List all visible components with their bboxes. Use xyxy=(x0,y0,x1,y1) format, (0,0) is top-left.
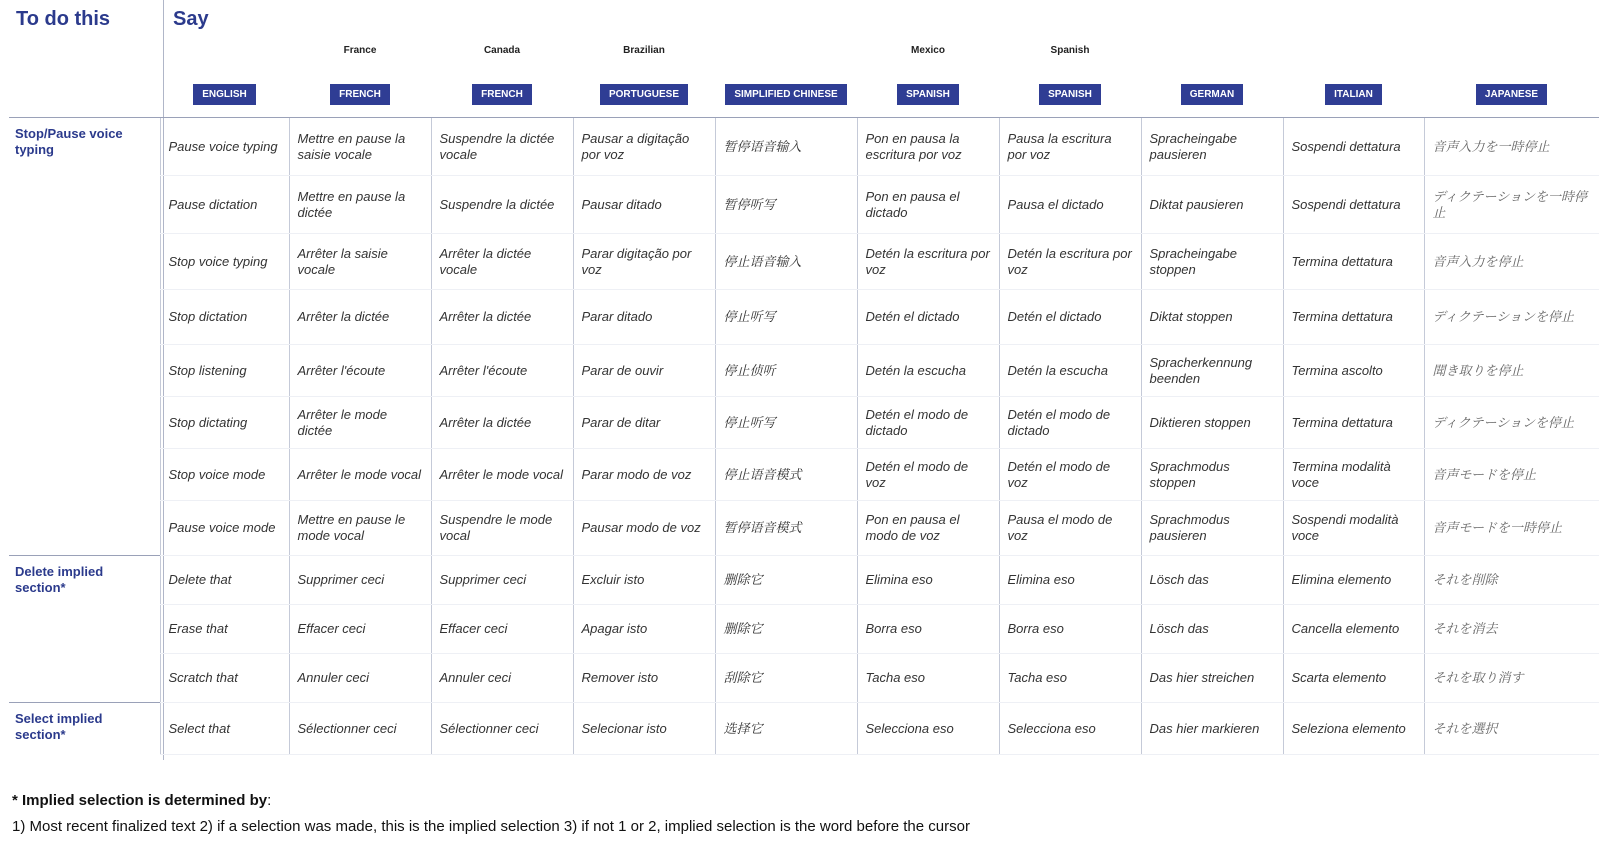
command-cell: 停止听写 xyxy=(715,397,857,449)
command-cell: Pausar modo de voz xyxy=(573,501,715,556)
footnote-text: 1) Most recent finalized text 2) if a selection was made, this is the implied selection 3) if not 1 or 2, implied selection is the word before the cursor xyxy=(12,818,970,835)
command-cell: Arrêter la dictée vocale xyxy=(431,234,573,290)
region-label xyxy=(160,45,289,58)
command-cell: それを取り消す xyxy=(1424,654,1599,703)
command-cell: Select that xyxy=(160,703,289,755)
command-cell: Effacer ceci xyxy=(289,605,431,654)
region-label xyxy=(1283,45,1424,58)
command-cell: 音声モードを一時停止 xyxy=(1424,501,1599,556)
column-header xyxy=(999,45,1141,118)
table-row xyxy=(9,605,1599,654)
language-badge: FRENCH xyxy=(330,84,390,105)
category-label: Stop/Pause voice typing xyxy=(9,118,160,556)
command-cell: Annuler ceci xyxy=(431,654,573,703)
command-cell: Excluir isto xyxy=(573,556,715,605)
command-cell: Scarta elemento xyxy=(1283,654,1424,703)
command-cell: Das hier streichen xyxy=(1141,654,1283,703)
command-cell: Parar digitação por voz xyxy=(573,234,715,290)
command-cell: Pausa el dictado xyxy=(999,176,1141,234)
command-cell: Arrêter le mode vocal xyxy=(289,449,431,501)
command-cell: Pausar ditado xyxy=(573,176,715,234)
command-cell: Effacer ceci xyxy=(431,605,573,654)
command-cell: Termina modalità voce xyxy=(1283,449,1424,501)
command-cell: Sospendi modalità voce xyxy=(1283,501,1424,556)
command-cell: Suspendre la dictée xyxy=(431,176,573,234)
command-cell: Stop dictation xyxy=(160,290,289,345)
table-row xyxy=(9,118,1599,176)
command-cell: Termina dettatura xyxy=(1283,234,1424,290)
command-cell: Detén el dictado xyxy=(857,290,999,345)
command-cell: Mettre en pause le mode vocal xyxy=(289,501,431,556)
command-cell: Pausa la escritura por voz xyxy=(999,118,1141,176)
command-cell: Detén el modo de voz xyxy=(999,449,1141,501)
command-cell: Spracheingabe pausieren xyxy=(1141,118,1283,176)
command-cell: Detén el dictado xyxy=(999,290,1141,345)
language-badge: SIMPLIFIED CHINESE xyxy=(725,84,846,105)
command-cell: Stop voice mode xyxy=(160,449,289,501)
command-cell: Elimina eso xyxy=(857,556,999,605)
command-cell: Detén el modo de dictado xyxy=(857,397,999,449)
column-header xyxy=(1283,45,1424,118)
category-label: Delete implied section* xyxy=(9,556,160,703)
command-cell: 音声モードを停止 xyxy=(1424,449,1599,501)
command-cell: Erase that xyxy=(160,605,289,654)
command-cell: Detén la escritura por voz xyxy=(857,234,999,290)
command-cell: 停止语音模式 xyxy=(715,449,857,501)
command-cell: Arrêter le mode vocal xyxy=(431,449,573,501)
command-cell: 暂停语音模式 xyxy=(715,501,857,556)
region-label: France xyxy=(343,45,377,56)
command-cell: Sospendi dettatura xyxy=(1283,176,1424,234)
command-cell: Borra eso xyxy=(999,605,1141,654)
command-cell: Tacha eso xyxy=(999,654,1141,703)
command-cell: Pausar a digitação por voz xyxy=(573,118,715,176)
command-cell: Elimina eso xyxy=(999,556,1141,605)
table-row xyxy=(9,176,1599,234)
command-cell: Stop dictating xyxy=(160,397,289,449)
table-row xyxy=(9,703,1599,755)
command-cell: Das hier markieren xyxy=(1141,703,1283,755)
command-cell: それを消去 xyxy=(1424,605,1599,654)
table-row xyxy=(9,290,1599,345)
command-cell: Supprimer ceci xyxy=(289,556,431,605)
table-row xyxy=(9,654,1599,703)
column-header xyxy=(715,45,857,118)
command-cell: Pause dictation xyxy=(160,176,289,234)
region-label: Mexico xyxy=(911,45,945,56)
table-row xyxy=(9,397,1599,449)
command-cell: Detén el modo de voz xyxy=(857,449,999,501)
category-label: Select implied section* xyxy=(9,703,160,755)
command-cell: 暂停听写 xyxy=(715,176,857,234)
column-header xyxy=(573,45,715,118)
language-badge: GERMAN xyxy=(1181,84,1243,105)
column-header xyxy=(1141,45,1283,118)
command-cell: Sospendi dettatura xyxy=(1283,118,1424,176)
command-cell: Apagar isto xyxy=(573,605,715,654)
command-cell: Pon en pausa la escritura por voz xyxy=(857,118,999,176)
region-label: Spanish xyxy=(1050,45,1090,56)
command-cell: 停止语音输入 xyxy=(715,234,857,290)
command-cell: ディクテーションを一時停止 xyxy=(1424,176,1599,234)
command-cell: Mettre en pause la dictée xyxy=(289,176,431,234)
table-row xyxy=(9,501,1599,556)
command-cell: Sprachmodus pausieren xyxy=(1141,501,1283,556)
voice-commands-table xyxy=(9,45,1599,755)
region-label xyxy=(1141,45,1283,58)
command-cell: Pon en pausa el dictado xyxy=(857,176,999,234)
command-cell: 刮除它 xyxy=(715,654,857,703)
command-cell: 聞き取りを停止 xyxy=(1424,345,1599,397)
column-header xyxy=(857,45,999,118)
region-label: Brazilian xyxy=(623,45,665,56)
command-cell: 停止侦听 xyxy=(715,345,857,397)
column-header xyxy=(431,45,573,118)
command-cell: Annuler ceci xyxy=(289,654,431,703)
command-cell: Termina dettatura xyxy=(1283,290,1424,345)
command-cell: Lösch das xyxy=(1141,556,1283,605)
region-label xyxy=(1424,45,1599,58)
command-cell: Suspendre la dictée vocale xyxy=(431,118,573,176)
command-cell: 选择它 xyxy=(715,703,857,755)
language-badge: JAPANESE xyxy=(1476,84,1547,105)
command-cell: 音声入力を一時停止 xyxy=(1424,118,1599,176)
table-body xyxy=(9,118,1599,755)
say-heading: Say xyxy=(173,8,209,30)
command-cell: Diktieren stoppen xyxy=(1141,397,1283,449)
column-header xyxy=(1424,45,1599,118)
command-cell: 停止听写 xyxy=(715,290,857,345)
command-cell: Diktat stoppen xyxy=(1141,290,1283,345)
command-cell: Elimina elemento xyxy=(1283,556,1424,605)
footnote-title: * Implied selection is determined by: xyxy=(12,792,272,809)
command-cell: Selecionar isto xyxy=(573,703,715,755)
command-cell: Detén la escucha xyxy=(857,345,999,397)
table-row xyxy=(9,345,1599,397)
command-cell: Detén la escucha xyxy=(999,345,1141,397)
command-cell: Arrêter la saisie vocale xyxy=(289,234,431,290)
command-cell: Supprimer ceci xyxy=(431,556,573,605)
command-cell: 暂停语音输入 xyxy=(715,118,857,176)
table-row xyxy=(9,556,1599,605)
command-cell: 删除它 xyxy=(715,605,857,654)
command-cell: ディクテーションを停止 xyxy=(1424,397,1599,449)
region-label xyxy=(715,45,857,58)
command-cell: Pause voice mode xyxy=(160,501,289,556)
command-cell: Selecciona eso xyxy=(999,703,1141,755)
command-cell: Detén la escritura por voz xyxy=(999,234,1141,290)
command-cell: Arrêter la dictée xyxy=(289,290,431,345)
command-cell: Pausa el modo de voz xyxy=(999,501,1141,556)
command-cell: Detén el modo de dictado xyxy=(999,397,1141,449)
command-cell: Stop voice typing xyxy=(160,234,289,290)
command-cell: Tacha eso xyxy=(857,654,999,703)
command-cell: Sélectionner ceci xyxy=(289,703,431,755)
command-cell: ディクテーションを停止 xyxy=(1424,290,1599,345)
command-cell: Cancella elemento xyxy=(1283,605,1424,654)
command-cell: Stop listening xyxy=(160,345,289,397)
command-cell: Remover isto xyxy=(573,654,715,703)
table-row xyxy=(9,234,1599,290)
command-cell: Delete that xyxy=(160,556,289,605)
command-cell: Sélectionner ceci xyxy=(431,703,573,755)
command-cell: Spracheingabe stoppen xyxy=(1141,234,1283,290)
command-cell: Sprachmodus stoppen xyxy=(1141,449,1283,501)
language-badge: SPANISH xyxy=(897,84,959,105)
command-cell: Mettre en pause la saisie vocale xyxy=(289,118,431,176)
command-cell: Arrêter l'écoute xyxy=(431,345,573,397)
command-cell: Pon en pausa el modo de voz xyxy=(857,501,999,556)
column-header xyxy=(160,45,289,118)
command-cell: Borra eso xyxy=(857,605,999,654)
command-cell: Parar de ouvir xyxy=(573,345,715,397)
command-cell: Parar modo de voz xyxy=(573,449,715,501)
to-do-this-heading: To do this xyxy=(16,8,111,30)
command-cell: Lösch das xyxy=(1141,605,1283,654)
command-cell: Seleziona elemento xyxy=(1283,703,1424,755)
header-spacer xyxy=(9,45,160,118)
command-cell: Parar ditado xyxy=(573,290,715,345)
command-cell: Arrêter l'écoute xyxy=(289,345,431,397)
command-cell: 音声入力を停止 xyxy=(1424,234,1599,290)
command-cell: Selecciona eso xyxy=(857,703,999,755)
language-badge: ENGLISH xyxy=(193,84,255,105)
language-badge: SPANISH xyxy=(1039,84,1101,105)
command-cell: Termina ascolto xyxy=(1283,345,1424,397)
column-header xyxy=(289,45,431,118)
command-cell: 删除它 xyxy=(715,556,857,605)
command-cell: Arrêter le mode dictée xyxy=(289,397,431,449)
language-badge: PORTUGUESE xyxy=(600,84,688,105)
command-cell: Pause voice typing xyxy=(160,118,289,176)
command-cell: Spracherkennung beenden xyxy=(1141,345,1283,397)
language-badge: ITALIAN xyxy=(1325,84,1382,105)
command-cell: Arrêter la dictée xyxy=(431,290,573,345)
table-row xyxy=(9,449,1599,501)
command-cell: Suspendre le mode vocal xyxy=(431,501,573,556)
command-cell: それを選択 xyxy=(1424,703,1599,755)
command-cell: Termina dettatura xyxy=(1283,397,1424,449)
command-cell: Arrêter la dictée xyxy=(431,397,573,449)
command-cell: Diktat pausieren xyxy=(1141,176,1283,234)
command-cell: Scratch that xyxy=(160,654,289,703)
language-badge: FRENCH xyxy=(472,84,532,105)
command-cell: それを削除 xyxy=(1424,556,1599,605)
region-label: Canada xyxy=(483,45,521,56)
command-cell: Parar de ditar xyxy=(573,397,715,449)
language-header-row xyxy=(9,45,1599,118)
